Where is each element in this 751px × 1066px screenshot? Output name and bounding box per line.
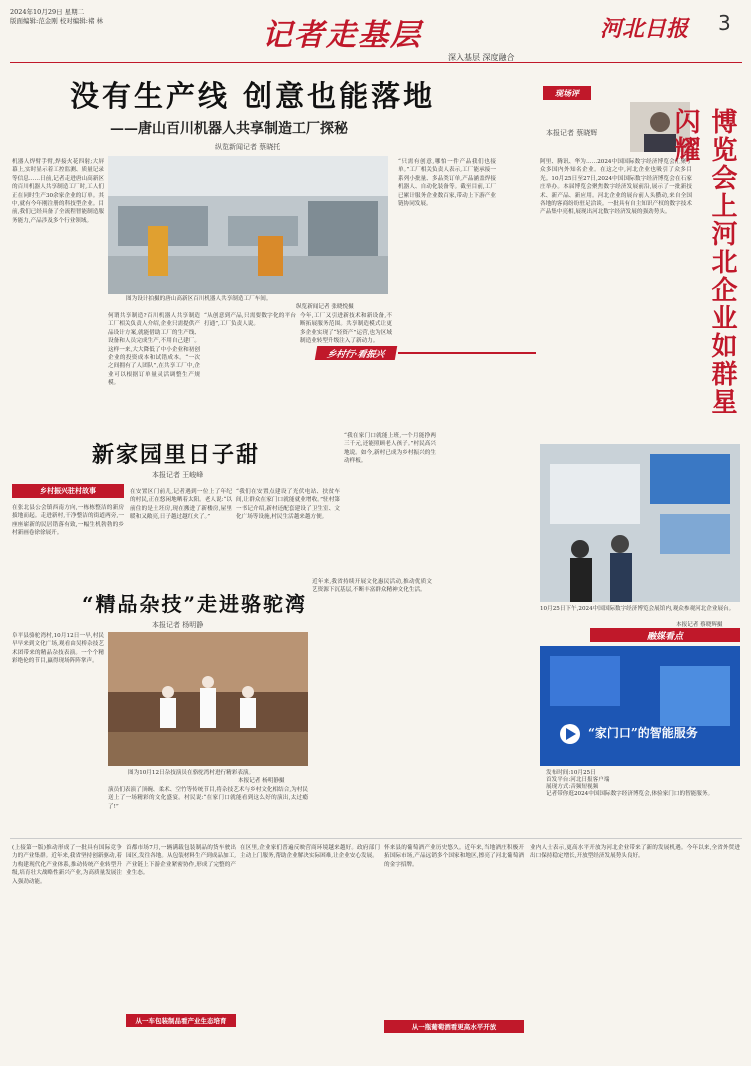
page-number: 3 [718, 11, 731, 35]
expo-photo [540, 444, 740, 602]
village-title: 新家园里日子甜 [92, 442, 261, 468]
lead-text-col3: “只需有创意,哪怕一件产品我们也接单。”工厂相关负责人表示,工厂能承接一系列小批量、多品类订单,产品涵盖焊接机器人、自动化装备等。截至目前,工厂已累计服务企业数百家,带动上下游产业链协同发展。 [398, 159, 496, 208]
bottom-text-3: 在区里,企业家们普遍反映营商环境越来越好。政府部门主动上门服务,帮助企业解决实际困难,让企业安心发展。 [240, 845, 380, 860]
bottom-text-1: (上接第一版)推动形成了一批具有国际竞争力的产业集群。近年来,我省坚持创新驱动,着力构建现代化产业体系,推动传统产业转型升级,培育壮大战略性新兴产业,为高质量发展注入强劲动能。 [12, 845, 122, 885]
factory-photo [108, 156, 388, 294]
column-title: 记者走基层 [262, 18, 422, 53]
tagline: 深入基层 深度融合 [448, 53, 515, 62]
lead-text-col4: 今年,工厂又引进新技术和新设备,不断拓展服务范围。共享制造模式让更多企业实现了“轻资产”运营,也为区域制造业转型升级注入了新动力。 [300, 313, 392, 345]
acrobat-text-3: 近年来,我省持续开展文化惠民活动,推动优质文艺资源下沉基层,不断丰富群众精神文化生活。 [312, 579, 432, 594]
village-band-line [398, 352, 536, 354]
commentary-title: 博览会上河北企业如群星闪耀 [670, 108, 737, 416]
promo-video-thumbnail[interactable] [540, 646, 740, 766]
promo-meta [546, 770, 740, 798]
factory-photo-image [108, 156, 388, 294]
bottom-text-2: 首都市场7月,一辆满载包装制品的货车驶出园区,发往各地。从包装材料生产到成品加工,产业链上下游企业紧密协作,形成了完整的产业生态。 [126, 845, 236, 877]
editor-line: 版面编辑:范金刚 校对编辑:褚 林 [10, 17, 104, 25]
factory-photo-caption: 图为设计拍摄的唐山高新区百川机器人共享制造工厂车间。 [126, 296, 272, 302]
expo-credit: 本报记者 蔡晓辉摄 [676, 622, 723, 628]
acrobat-caption: 图为10月12日杂技演员在骆驼湾村进行精彩表演。 [128, 770, 255, 776]
village-band: 乡村行·看振兴 [315, 346, 397, 360]
lead-quote: “从创意到产品,只需要数字化的平台打通”,工厂负责人说。 [204, 313, 296, 328]
promo-publisher: 首发平台:河北日报客户端 [546, 777, 610, 783]
bottom-text-4: 怀来县的葡萄酒产业历史悠久。近年来,当地酒庄积极开拓国际市场,产品远销多个国家和地区,擦亮了河北葡萄酒的金字招牌。 [384, 845, 524, 868]
bottom-box-right: 从一瓶葡萄酒看更高水平开放 [384, 1020, 524, 1033]
lead-byline: 纵览新闻记者 蔡晓托 [215, 143, 281, 151]
acrobat-text-2: 演员们表演了顶碗、柔术、空竹等传统节目,将杂技艺术与乡村文化相结合,为村民送上了一场精彩的文化盛宴。村民说:“在家门口就能看到这么好的演出,太过瘾了!” [108, 787, 308, 810]
newspaper-brand: 河北日报 [600, 16, 689, 42]
masthead-meta [10, 8, 210, 26]
village-text-1: 在张北县公会镇西南方向,一栋栋整洁的新房拔地而起。走进新村,干净整洁的街道两旁,一座座崭新的民居错落有致,一幅生机勃勃的乡村新画卷徐徐展开。 [12, 505, 124, 537]
issue-date: 2024年10月29日 星期二 [10, 8, 85, 16]
commentary-body: 阿里、腾讯、华为……2024中国国际数字经济博览会汇聚了众多国内外知名企业。在这之中,河北企业也吸引了众多目光。10月25日至27日,2024中国国际数字经济博览会在石家庄举办。本届博览会聚焦数字经济发展前沿,展示了一批新技术、新产品、新应用。河北企业的展台前人头攒动,来自全国各地的客商纷纷驻足洽谈。一批具有自主知识产权的数字技术产品集中亮相,展现出河北数字经济发展的强劲势头。 [540, 159, 692, 216]
bottom-box-left: 从一车包装制品看产业生态培育 [126, 1014, 236, 1027]
bottom-divider [10, 838, 742, 839]
bottom-text-5: 业内人士表示,更高水平开放为河北企业带来了新的发展机遇。今年以来,全省外贸进出口保持稳定增长,开放型经济发展势头良好。 [530, 845, 740, 860]
commentary-byline: 本报记者 蔡晓辉 [546, 129, 598, 137]
lead-text-col1: 机器人焊臂手臂,焊接火花四射;大屏幕上,实时显示着工控监测、质量记录等信息……日前,记者走进唐山高新区的百川机器人共享制造工厂时,工人们正在同时生产30余家企业的订单。其中,就有今年刚注册的科技型企业。目前,我们已经具备了全流程智能制造服务能力,产品涉及多个行业领域。 [12, 159, 104, 224]
factory-photo-credit: 纵览新闻记者 张晓悦摄 [296, 304, 354, 310]
acrobat-byline: 本报记者 杨明静 [152, 621, 204, 629]
acrobat-title: “精品杂技”走进骆驼湾 [82, 592, 308, 616]
village-byline: 本报记者 王峻峰 [152, 471, 204, 479]
lead-subtitle: ——唐山百川机器人共享制造工厂探秘 [110, 121, 348, 137]
village-text-2: 在安置区门前儿,记者遇到一位上了年纪的村民,正在悠闲地晒着太阳。老人说:“以前住的是土坯房,现在搬进了新楼房,屋里暖和又敞亮,日子越过越红火了。” [130, 489, 232, 521]
expo-caption: 10月25日下午,2024中国国际数字经济博览会展馆内,观众参观河北企业展台。 [540, 606, 735, 612]
promo-band: 融媒看点 [590, 628, 740, 642]
village-box-label: 乡村振兴驻村故事 [12, 484, 124, 498]
village-text-4: “我在家门口就能上班,一个月能挣两三千元,还能照顾老人孩子。”村民高兴地说。如今,新村已成为乡村振兴的生动样板。 [344, 433, 436, 465]
promo-publish-time: 发布时间:10月25日 [546, 770, 596, 776]
promo-type: 展现方式:音频短视频 [546, 784, 599, 790]
acrobat-credit: 本报记者 杨明静摄 [238, 778, 285, 784]
commentary-band: 现场评 [543, 86, 591, 100]
acrobat-text-1: 阜平县骆驼湾村,10月12日一早,村民早早来到文化广场,观看由吴桥杂技艺术团带来的精品杂技表演。一个个精彩绝伦的节目,赢得现场阵阵掌声。 [12, 633, 104, 665]
promo-screen-text: “家门口”的智能服务 [588, 726, 698, 740]
promo-desc: 记者带你逛2024中国国际数字经济博览会,体验家门口的智能服务。 [546, 791, 714, 797]
lead-title: 没有生产线 创意也能落地 [70, 79, 436, 113]
village-text-3: “我们在安置点建设了光伏电站、扶贫车间,让群众在家门口就能就业增收。”驻村第一书记介绍,新村还配套建设了卫生室、文化广场等设施,村民生活越来越方便。 [236, 489, 340, 521]
lead-text-col2: 何谓共享制造?百川机器人共享制造工厂相关负责人介绍,企业只需提供产品设计方案,就能借助工厂的生产线、设备和人员完成生产,不用自己建厂。这样一来,大大降低了中小企业和初创企业的投资成本和试错成本。“一次之间拥有了人团队”,在共享工厂中,企业可以根据订单量灵活调整生产规模。 [108, 313, 200, 387]
header-rule [10, 62, 742, 63]
acrobat-photo [108, 632, 308, 766]
